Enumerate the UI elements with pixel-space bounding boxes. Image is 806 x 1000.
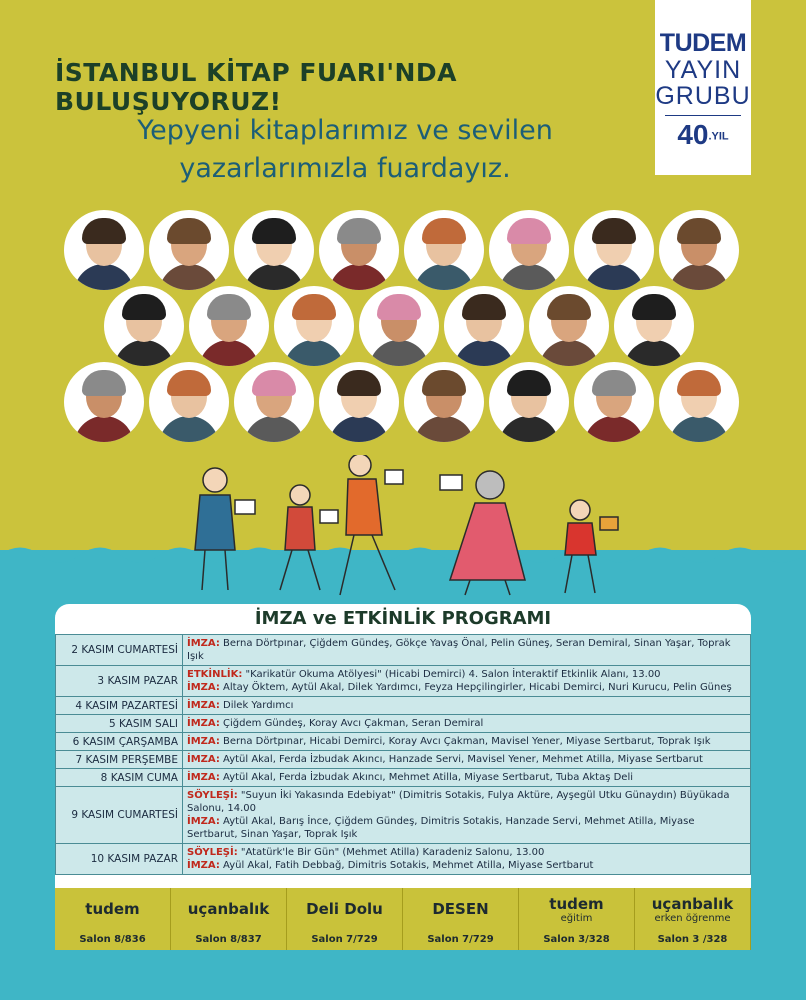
publisher-salon: Salon 7/729 [287,930,403,950]
schedule-line-label: İMZA: [187,772,220,783]
schedule-line [187,735,746,748]
publisher-name: tudem [85,900,140,918]
publisher-name: Deli Dolu [306,900,383,918]
author-portrait [574,362,654,442]
schedule-line [187,771,746,784]
publisher-logo [635,888,751,930]
schedule-line-label: İMZA: [187,700,220,711]
schedule-row [56,787,751,844]
schedule-row [56,635,751,666]
schedule-line-text: Aytül Akal, Ferda İzbudak Akıncı, Hanzade Servi, Mavisel Yener, Mehmet Atilla, Miyase Sertbarut [219,754,703,765]
schedule-line [187,859,746,872]
publisher-logo [287,888,403,930]
headline: İSTANBUL KİTAP FUARI'NDA BULUŞUYORUZ! [55,58,458,116]
schedule-line-label: İMZA: [187,816,220,827]
schedule-line [187,717,746,730]
subheadline: Yepyeni kitaplarımız ve sevilen yazarlarımızla fuardayız. [137,115,553,184]
publisher-subname: erken öğrenme [654,912,731,924]
schedule-line-label: ETKİNLİK: [187,669,243,680]
author-portrait [659,362,739,442]
schedule-line [187,637,746,663]
author-portrait [659,210,739,290]
schedule-line-label: İMZA: [187,682,220,693]
tudem-logo [655,0,751,175]
schedule-line-text: Dilek Yardımcı [219,700,294,711]
schedule-line-text: Çiğdem Gündeş, Koray Avcı Çakman, Seran Demiral [219,718,484,729]
publisher-salon: Salon 7/729 [403,930,519,950]
schedule-line-label: İMZA: [187,860,220,871]
publisher-name: uçanbalık [187,900,270,918]
author-portrait [149,210,229,290]
author-portrait [234,362,314,442]
publisher-logo [403,888,519,930]
schedule-line-text: Berna Dörtpınar, Hicabi Demirci, Koray Avcı Çakman, Mavisel Yener, Miyase Sertbarut, Toprak Işık [219,736,711,747]
reading-characters-illustration [170,455,640,605]
author-portraits [64,210,744,445]
schedule-line-label: İMZA: [187,638,220,649]
schedule-details [183,751,751,769]
schedule-day: 7 KASIM PERŞEMBE [56,751,183,769]
author-portrait [574,210,654,290]
author-portrait [404,210,484,290]
schedule-details [183,844,751,875]
publisher-name: tudem [549,894,604,913]
author-portrait [234,210,314,290]
schedule-day: 10 KASIM PAZAR [56,844,183,875]
schedule-day: 5 KASIM SALI [56,715,183,733]
publisher-salon: Salon 3 /328 [635,930,751,950]
logo-years: 40.YIL [677,119,729,150]
schedule-day: 9 KASIM CUMARTESİ [56,787,183,844]
schedule-day: 3 KASIM PAZAR [56,666,183,697]
author-portrait [319,362,399,442]
schedule-line-label: SÖYLEŞİ: [187,847,238,858]
schedule-line-text: Berna Dörtpınar, Çiğdem Gündeş, Gökçe Yavaş Önal, Pelin Güneş, Seran Demiral, Sinan Yaşar, Toprak Işık [187,638,731,662]
author-portrait [489,362,569,442]
bottom-background [0,950,806,1000]
schedule-row [56,769,751,787]
schedule-line-label: İMZA: [187,754,220,765]
schedule-line [187,815,746,841]
logo-line-3: GRUBU [655,82,751,110]
publisher-salon: Salon 3/328 [519,930,635,950]
program-title: İMZA ve ETKİNLİK PROGRAMI [254,608,552,629]
schedule-details [183,666,751,697]
schedule-details [183,697,751,715]
publisher-logo [519,888,635,930]
publisher-name: DESEN [432,900,489,918]
schedule-row [56,666,751,697]
schedule-day: 6 KASIM ÇARŞAMBA [56,733,183,751]
schedule-line-label: İMZA: [187,718,220,729]
schedule-details [183,733,751,751]
author-portrait [64,362,144,442]
schedule-table [55,634,751,875]
publisher-logo [55,888,171,930]
logo-line-1: TUDEM [659,29,747,57]
author-portrait [104,286,184,366]
publisher-logo [171,888,287,930]
publisher-name: uçanbalık [651,894,734,913]
schedule-row [56,751,751,769]
author-portrait [149,362,229,442]
author-portrait [189,286,269,366]
publisher-salon: Salon 8/837 [171,930,287,950]
author-portrait [529,286,609,366]
schedule-day: 4 KASIM PAZARTESİ [56,697,183,715]
schedule-line [187,753,746,766]
publisher-salon: Salon 8/836 [55,930,171,950]
author-portrait [319,210,399,290]
schedule-details [183,635,751,666]
author-portrait [64,210,144,290]
schedule-line [187,789,746,815]
schedule-line [187,668,746,681]
schedule-day: 8 KASIM CUMA [56,769,183,787]
schedule-row [56,697,751,715]
schedule-line-label: SÖYLEŞİ: [187,790,238,801]
author-portrait [274,286,354,366]
publisher-strip [55,888,751,950]
logo-line-2: YAYIN [664,56,742,84]
schedule-line [187,846,746,859]
schedule-line [187,699,746,712]
schedule-line-text: Ayül Akal, Fatih Debbağ, Dimitris Sotakis, Mehmet Atilla, Miyase Sertbarut [219,860,594,871]
schedule-details [183,787,751,844]
schedule-line-text: "Karikatür Okuma Atölyesi" (Hicabi Demirci) 4. Salon İnteraktif Etkinlik Alanı, 13.00 [242,669,661,680]
author-portrait [359,286,439,366]
schedule-row [56,715,751,733]
author-portrait [614,286,694,366]
schedule-line-text: Aytül Akal, Barış İnce, Çiğdem Gündeş, Dimitris Sotakis, Hanzade Servi, Mehmet Atilla, Miyase Sertbarut, Sinan Yaşar, Toprak Işık [187,816,695,840]
schedule-line-text: Altay Öktem, Aytül Akal, Dilek Yardımcı, Feyza Hepçilingirler, Hicabi Demirci, Nuri Kurucu, Pelin Güneş [219,682,732,693]
schedule-line [187,681,746,694]
schedule-details [183,715,751,733]
schedule-line-text: "Suyun İki Yakasında Edebiyat" (Dimitris Sotakis, Fulya Aktüre, Ayşegül Utku Günaydın) Büyükada Salonu, 14.00 [187,790,730,814]
author-portrait [404,362,484,442]
schedule-row [56,733,751,751]
schedule-line-label: İMZA: [187,736,220,747]
schedule-row [56,844,751,875]
schedule-details [183,769,751,787]
author-portrait [489,210,569,290]
author-portrait [444,286,524,366]
publisher-subname: eğitim [560,912,593,924]
schedule-day: 2 KASIM CUMARTESİ [56,635,183,666]
schedule-line-text: "Atatürk'le Bir Gün" (Mehmet Atilla) Karadeniz Salonu, 13.00 [237,847,545,858]
schedule-line-text: Aytül Akal, Ferda İzbudak Akıncı, Mehmet Atilla, Miyase Sertbarut, Tuba Aktaş Deli [219,772,634,783]
